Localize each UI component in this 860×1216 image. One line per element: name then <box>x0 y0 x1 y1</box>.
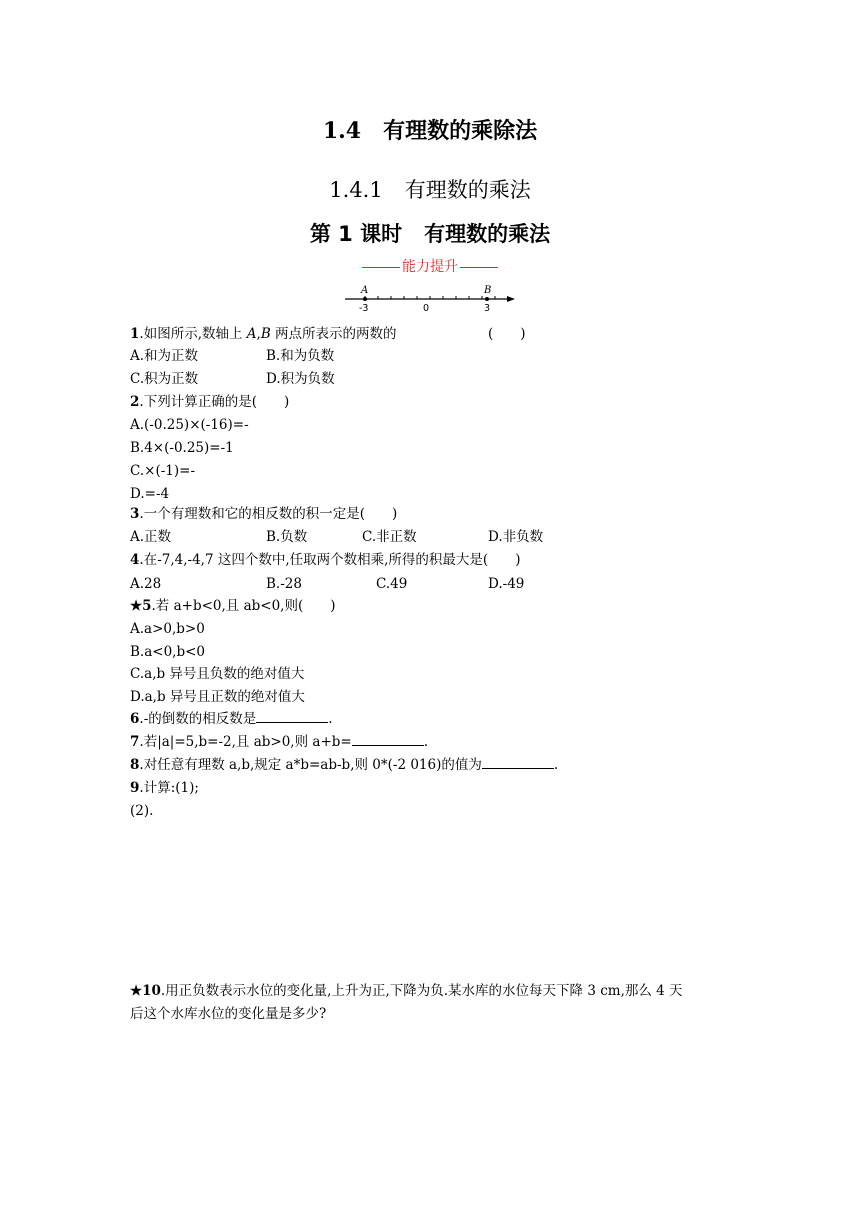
question-5-option-b: B.a<0,b<0 <box>130 644 205 660</box>
ability-section-label: 能力提升 <box>0 256 860 276</box>
arrow-right-icon <box>507 296 515 302</box>
tick-label-left: -3 <box>359 303 369 314</box>
question-3-option-d: D.非负数 <box>488 529 544 545</box>
question-1-option-b: B.和为负数 <box>266 348 335 364</box>
question-1-option-c: C.积为正数 <box>130 371 199 387</box>
chapter-title: 1.4 有理数的乘除法 <box>322 118 538 144</box>
question-8: 8.对任意有理数 a,b,规定 a*b=ab-b,则 0*(-2 016)的值为 . <box>130 757 559 773</box>
question-1-option-a: A.和为正数 <box>130 348 199 364</box>
question-10-line-1: ★10.用正负数表示水位的变化量,上升为正,下降为负.某水库的水位每天下降 3 cm,那么 4 天 <box>130 983 683 999</box>
point-b-label: B <box>484 285 492 296</box>
question-3-option-c: C.非正数 <box>362 529 417 545</box>
question-6: 6.-的倒数的相反数是 . <box>130 711 333 727</box>
question-5-option-a: A.a>0,b>0 <box>130 621 205 637</box>
question-4-stem: 4.在-7,4,-4,7 这四个数中,任取两个数相乘,所得的积最大是( ) <box>130 552 521 568</box>
point-a-dot <box>363 297 367 301</box>
question-4-option-c: C.49 <box>376 576 408 592</box>
question-3-stem: 3.一个有理数和它的相反数的积一定是( ) <box>130 506 398 522</box>
question-9-part-1: 9.计算:(1); <box>130 780 199 796</box>
point-b-dot <box>485 297 489 301</box>
lesson-title: 第 1 课时 有理数的乘法 <box>309 222 551 246</box>
tick-label-zero: 0 <box>423 303 430 314</box>
answer-blank[interactable] <box>256 710 328 723</box>
tick-label-right: 3 <box>484 303 491 314</box>
question-2-stem: 2.下列计算正确的是( ) <box>130 394 290 410</box>
answer-blank[interactable] <box>352 733 424 746</box>
answer-blank[interactable] <box>482 756 554 769</box>
question-3-option-a: A.正数 <box>130 529 172 545</box>
section-rule-left <box>362 267 400 268</box>
number-line-figure <box>345 282 517 316</box>
question-2-option-c: C.×(-1)=- <box>130 463 196 479</box>
question-10-line-2: 后这个水库水位的变化量是多少? <box>130 1006 327 1022</box>
question-1-option-d: D.积为负数 <box>266 371 335 387</box>
question-4-option-d: D.-49 <box>488 576 525 592</box>
question-5-option-d: D.a,b 异号且正数的绝对值大 <box>130 689 305 705</box>
question-4-option-a: A.28 <box>130 576 162 592</box>
question-4-option-b: B.-28 <box>266 576 302 592</box>
question-1-answer-paren: ( ) <box>488 326 526 342</box>
point-a-label: A <box>361 285 369 296</box>
question-1-stem: 1.如图所示,数轴上 A,B 两点所表示的两数的 <box>130 326 397 342</box>
question-7: 7.若|a|=5,b=-2,且 ab>0,则 a+b= . <box>130 734 429 750</box>
question-2-option-a: A.(-0.25)×(-16)=- <box>130 417 249 433</box>
question-5-option-c: C.a,b 异号且负数的绝对值大 <box>130 666 305 682</box>
question-2-option-d: D.=-4 <box>130 486 170 502</box>
question-5-stem: ★5.若 a+b<0,且 ab<0,则( ) <box>130 598 336 614</box>
section-title: 1.4.1 有理数的乘法 <box>329 178 531 202</box>
section-rule-right <box>460 267 498 268</box>
question-2-option-b: B.4×(-0.25)=-1 <box>130 440 234 456</box>
question-9-part-2: (2). <box>130 803 154 819</box>
question-3-option-b: B.负数 <box>266 529 308 545</box>
